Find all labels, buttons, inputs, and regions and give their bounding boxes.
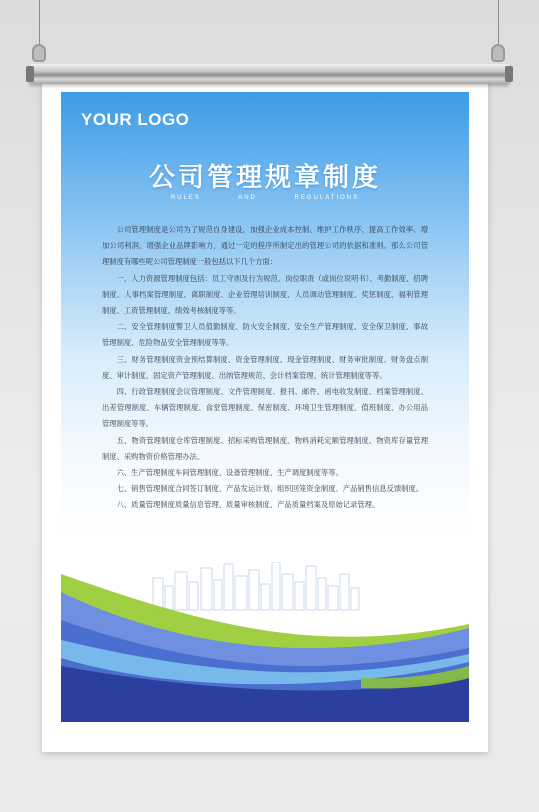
hanging-rail: [29, 64, 510, 84]
rule-paragraph-finance: 三、财务管理制度资金预结算制度、资金管理制度、现金管理制度、财务审批制度、财务盘点制度、审计制度、固定资产管理制度、出纳管理规范、会计档案管理、统计管理制度等等。: [102, 354, 428, 380]
rail-right-cap: [505, 66, 513, 82]
rule-paragraph-quality: 八、质量管理制度质量信息管理、质量审核制度、产品质量档案及原始记录管理。: [116, 500, 380, 510]
rule-paragraph-admin: 四、行政管理制度会议管理制度、文件管理制度、报刊、邮件、函电收发制度、档案管理制度、出差管理制度、车辆管理制度、食堂管理制度、保密制度、环境卫生管理制度、值班制度、办公用品管理制度等等。: [102, 387, 428, 429]
poster-subtitle: RULES AND REGULATIONS: [170, 195, 360, 201]
rule-paragraph-production: 六、生产管理制度车间管理制度、设备管理制度、生产调度制度等等。: [116, 468, 343, 478]
rail-left-cap: [26, 66, 34, 82]
poster-title: 公司管理规章制度: [148, 163, 381, 193]
rules-text-body: [102, 222, 428, 514]
company-logo: YOUR LOGO: [81, 110, 190, 129]
intro-paragraph: 公司管理制度是公司为了规范自身建设，加强企业成本控制、维护工作秩序、提高工作效率、增加公司利润、增强企业品牌影响力，通过一定的程序所制定出的管理公司的依据和准则。那么公司管理制度有哪些呢公司管理制度一般包括以下几个方面：: [102, 225, 428, 267]
right-hook-icon: [491, 44, 505, 62]
city-skyline-icon: [153, 562, 359, 610]
rule-paragraph-hr: 一、人力资源管理制度包括：员工守则及行为规范、岗位职责（或岗位说明书）、考勤制度、招聘制度、人事档案管理制度、离职制度、企业管理培训制度、人员调动管理制度、奖惩制度、福利管理制度、工资管理制度、绩效考核制度等等。: [102, 273, 428, 316]
poster-board: [61, 92, 469, 722]
rule-paragraph-safety: 二、安全管理制度警卫人员值勤制度、防火安全制度、安全生产管理制度、安全保卫制度、事故管理制度、危险物品安全管理制度等等。: [102, 322, 428, 348]
rule-paragraph-materials: 五、物资管理制度仓库管理制度、招标采购管理制度、物料消耗定额管理制度、物资库存量管理制度、采购物资价格管理办法。: [102, 435, 428, 461]
city-wave-decoration: [61, 562, 469, 722]
rule-paragraph-sales: 七、销售管理制度合同签订制度、产品发运计划、组织回笼资金制度、产品销售信息反馈制度。: [116, 484, 424, 494]
poster-frame: [42, 80, 488, 752]
left-hook-icon: [32, 44, 46, 62]
